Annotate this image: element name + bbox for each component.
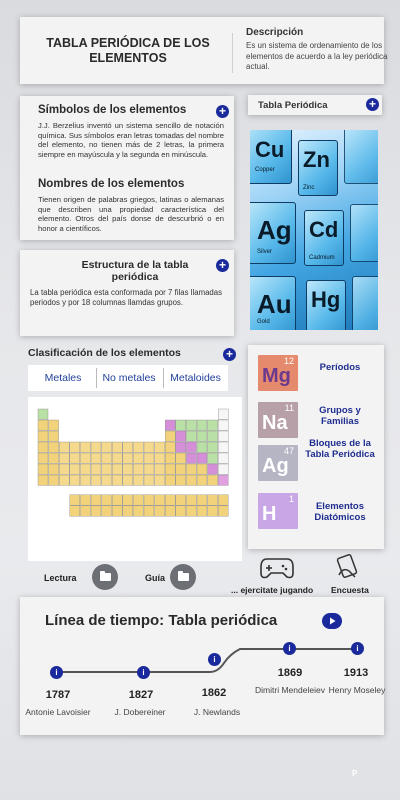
- mini-table-cell: [102, 442, 112, 452]
- structure-text: La tabla periódica esta conformada por 7 filas llamadas periodos y por 18 columnas llamdas grupos.: [30, 288, 222, 307]
- mini-table-cell: [208, 464, 218, 474]
- mini-table-cell: [155, 475, 165, 485]
- mini-table-cell: [59, 475, 69, 485]
- periodos-icon[interactable]: Mg 12: [258, 355, 298, 391]
- timeline-dot-1862[interactable]: i: [208, 653, 221, 666]
- mini-table-cell: [133, 506, 143, 516]
- mini-table-cell: [176, 431, 186, 441]
- timeline-year: 1869: [277, 667, 303, 679]
- mini-table-cell: [59, 442, 69, 452]
- tile-right-bottom: [352, 276, 378, 330]
- mini-table-cell: [112, 475, 122, 485]
- mini-table-cell: [38, 475, 48, 485]
- mini-table-cell: [165, 431, 175, 441]
- timeline-year: 1913: [343, 667, 369, 679]
- timeline-name: Dimitri Mendeleiev: [255, 685, 325, 695]
- mini-table-cell: [70, 506, 80, 516]
- mini-table-cell: [80, 442, 90, 452]
- mini-table-cell: [38, 464, 48, 474]
- page-title: TABLA PERIÓDICA DE LOS ELEMENTOS: [46, 36, 210, 65]
- mini-table-cell: [80, 464, 90, 474]
- mini-table-cell: [208, 475, 218, 485]
- mini-table-cell: [144, 495, 154, 505]
- mini-table-cell: [208, 495, 218, 505]
- mini-table-cell: [176, 453, 186, 463]
- mini-table-cell: [144, 464, 154, 474]
- mini-table-cell: [102, 453, 112, 463]
- mini-table-cell: [133, 464, 143, 474]
- tile-right-top: [344, 130, 378, 184]
- mini-table-cell: [208, 420, 218, 430]
- mini-table-cell: [197, 420, 207, 430]
- mini-table-cell: [155, 453, 165, 463]
- mini-table-cell: [176, 495, 186, 505]
- mini-table-cell: [112, 464, 122, 474]
- survey-hand-icon[interactable]: [335, 553, 361, 581]
- mini-table-cell: [123, 495, 133, 505]
- mini-table-cell: [59, 464, 69, 474]
- mini-table-cell: [165, 442, 175, 452]
- mini-table-cell: [91, 442, 101, 452]
- mini-table-cell: [80, 495, 90, 505]
- concepts-card: [248, 345, 384, 549]
- mini-table-cell: [218, 453, 228, 463]
- mini-table-cell: [208, 453, 218, 463]
- classification-tabs: [28, 365, 228, 391]
- mini-table-cell: [133, 475, 143, 485]
- symbols-card: [20, 96, 234, 240]
- mini-table-cell: [123, 506, 133, 516]
- mini-table-cell: [197, 506, 207, 516]
- mini-table-cell: [144, 442, 154, 452]
- gamepad-icon[interactable]: [259, 553, 295, 581]
- symbols-title: Símbolos de los elementos: [38, 104, 187, 116]
- mini-table-cell: [38, 442, 48, 452]
- timeline-name: J. Dobereiner: [114, 707, 166, 717]
- mini-table-cell: [49, 464, 59, 474]
- mini-table-cell: [155, 442, 165, 452]
- mini-table-cell: [218, 431, 228, 441]
- mini-table-cell: [218, 506, 228, 516]
- mini-table-cell: [123, 464, 133, 474]
- mini-table-cell: [80, 453, 90, 463]
- mini-periodic-table: [28, 397, 242, 561]
- mini-table-cell: [80, 475, 90, 485]
- mini-table-cell: [186, 442, 196, 452]
- grupos-link[interactable]: Grupos y Familias: [319, 405, 361, 427]
- mini-table-cell: [155, 506, 165, 516]
- mini-table-cell: [59, 453, 69, 463]
- tab-metaloides[interactable]: Metaloides: [170, 372, 221, 384]
- timeline-dot-1827[interactable]: i: [137, 666, 150, 679]
- mini-table-cell: [38, 409, 48, 419]
- mini-table-cell: [102, 475, 112, 485]
- footer-mark: P: [352, 769, 358, 778]
- lectura-label: Lectura: [44, 573, 77, 583]
- mini-table-cell: [70, 475, 80, 485]
- timeline-year: 1787: [45, 689, 71, 701]
- guia-label: Guía: [145, 573, 166, 583]
- tile-cu: Cu Copper: [250, 130, 292, 184]
- mini-table-cell: [102, 495, 112, 505]
- mini-table-cell: [112, 506, 122, 516]
- structure-expand-button[interactable]: +: [216, 259, 229, 272]
- mini-table-cell: [102, 464, 112, 474]
- mini-table-cell: [155, 495, 165, 505]
- folder-icon: [100, 573, 111, 581]
- timeline-year: 1862: [201, 687, 227, 699]
- timeline-name: J. Newlands: [193, 707, 241, 717]
- description-text: Es un sistema de ordenamiento de los elementos de acuerdo a la ley periódica actual.: [246, 41, 388, 71]
- mini-table-cell: [165, 475, 175, 485]
- mini-table-cell: [176, 506, 186, 516]
- tab-no-metales[interactable]: No metales: [102, 372, 156, 384]
- diatomicos-icon[interactable]: H 1: [258, 493, 298, 529]
- classification-table-image: [28, 397, 242, 561]
- timeline-dot-1913[interactable]: i: [351, 642, 364, 655]
- header-divider: [232, 33, 233, 73]
- mini-table-cell: [186, 506, 196, 516]
- timeline-year: 1827: [128, 689, 154, 701]
- bloques-link[interactable]: Bloques de la Tabla Periódica: [305, 438, 375, 460]
- timeline-dot-1869[interactable]: i: [283, 642, 296, 655]
- symbols-expand-button[interactable]: +: [216, 105, 229, 118]
- mini-table-cell: [208, 442, 218, 452]
- mini-table-cell: [197, 495, 207, 505]
- mini-table-cell: [38, 420, 48, 430]
- mini-table-cell: [91, 506, 101, 516]
- mini-table-cell: [49, 453, 59, 463]
- mini-table-cell: [38, 431, 48, 441]
- mini-table-cell: [112, 453, 122, 463]
- timeline-title: Línea de tiempo: Tabla periódica: [45, 612, 278, 629]
- mini-table-cell: [144, 506, 154, 516]
- structure-card: [20, 250, 234, 336]
- mini-table-cell: [91, 453, 101, 463]
- tabla-periodica-expand-button[interactable]: +: [366, 98, 379, 111]
- mini-table-cell: [218, 495, 228, 505]
- mini-table-cell: [197, 431, 207, 441]
- mini-table-cell: [186, 475, 196, 485]
- lectura-button[interactable]: [92, 564, 118, 590]
- structure-title: Estructura de la tabla periódica: [81, 259, 189, 283]
- guia-button[interactable]: [170, 564, 196, 590]
- bloques-icon[interactable]: Ag 47: [258, 445, 298, 481]
- mini-table-cell: [49, 442, 59, 452]
- mini-table-cell: [123, 453, 133, 463]
- mini-table-cell: [49, 420, 59, 430]
- tabla-periodica-label-card: [248, 95, 382, 115]
- mini-table-cell: [155, 464, 165, 474]
- tile-right-mid: [350, 204, 378, 262]
- mini-table-cell: [38, 453, 48, 463]
- header-card: [20, 17, 388, 84]
- mini-table-cell: [186, 495, 196, 505]
- mini-table-cell: [186, 420, 196, 430]
- symbols-text: J.J. Berzelius inventó un sistema sencillo de notación química. Sus símbolos eran letras tomadas del nombre del elemento, no tienen más de 2 letras, la primera siempre en mayúscula y la segunda en minúscula.: [38, 121, 224, 159]
- mini-table-cell: [123, 442, 133, 452]
- mini-table-cell: [176, 464, 186, 474]
- mini-table-cell: [208, 506, 218, 516]
- mini-table-cell: [91, 464, 101, 474]
- ejercitate-link[interactable]: ... ejercitate jugando: [231, 585, 314, 595]
- folder-icon: [178, 573, 189, 581]
- mini-table-cell: [123, 475, 133, 485]
- mini-table-cell: [208, 431, 218, 441]
- mini-table-cell: [176, 442, 186, 452]
- mini-table-cell: [80, 506, 90, 516]
- periodic-table-photo: [250, 130, 378, 330]
- timeline-dot-1787[interactable]: i: [50, 666, 63, 679]
- mini-table-cell: [197, 442, 207, 452]
- mini-table-cell: [165, 420, 175, 430]
- mini-table-cell: [49, 475, 59, 485]
- periodos-link[interactable]: Períodos: [319, 362, 361, 373]
- mini-table-cell: [144, 453, 154, 463]
- mini-table-cell: [70, 442, 80, 452]
- mini-table-cell: [218, 409, 228, 419]
- timeline-card: [20, 597, 384, 735]
- mini-table-cell: [133, 495, 143, 505]
- mini-table-cell: [197, 453, 207, 463]
- mini-table-cell: [165, 453, 175, 463]
- mini-table-cell: [133, 453, 143, 463]
- tile-hg: Hg: [306, 280, 346, 330]
- timeline-name: Antonie Lavoisier: [25, 707, 91, 717]
- classification-title: Clasificación de los elementos: [28, 347, 181, 359]
- mini-table-cell: [165, 506, 175, 516]
- mini-table-cell: [176, 475, 186, 485]
- names-title: Nombres de los elementos: [38, 178, 185, 190]
- mini-table-cell: [144, 475, 154, 485]
- mini-table-cell: [70, 495, 80, 505]
- mini-table-cell: [165, 495, 175, 505]
- mini-table-cell: [70, 453, 80, 463]
- tile-au: Au Gold: [250, 276, 296, 330]
- mini-table-cell: [197, 475, 207, 485]
- mini-table-cell: [91, 495, 101, 505]
- mini-table-cell: [218, 464, 228, 474]
- tile-zn: Zn Zinc: [298, 140, 338, 196]
- mini-table-cell: [197, 464, 207, 474]
- mini-table-cell: [218, 475, 228, 485]
- mini-table-cell: [91, 475, 101, 485]
- tile-cd: Cd Cadmium: [304, 210, 344, 266]
- description-title: Descripción: [246, 27, 304, 38]
- mini-table-cell: [186, 453, 196, 463]
- mini-table-cell: [186, 464, 196, 474]
- mini-table-cell: [176, 420, 186, 430]
- classification-expand-button[interactable]: +: [223, 348, 236, 361]
- mini-table-cell: [112, 442, 122, 452]
- mini-table-cell: [112, 495, 122, 505]
- encuesta-link[interactable]: Encuesta: [331, 585, 369, 595]
- names-text: Tienen origen de palabras griegos, latinas o alemanas que describen una propiedad característica del elemento. Otros del país donse de descurbrió o en honor a científicos.: [38, 195, 224, 233]
- diatomicos-link[interactable]: Elementos Diatómicos: [314, 501, 366, 523]
- tile-ag: Ag Silver: [250, 202, 296, 264]
- tabla-periodica-label: Tabla Periódica: [258, 100, 328, 111]
- mini-table-cell: [133, 442, 143, 452]
- mini-table-cell: [49, 431, 59, 441]
- mini-table-cell: [165, 464, 175, 474]
- mini-table-cell: [186, 431, 196, 441]
- timeline-name: Henry Moseley: [328, 685, 386, 695]
- mini-table-cell: [218, 420, 228, 430]
- tab-metales[interactable]: Metales: [44, 372, 82, 384]
- grupos-icon[interactable]: Na 11: [258, 402, 298, 438]
- mini-table-cell: [70, 464, 80, 474]
- mini-table-cell: [218, 442, 228, 452]
- mini-table-cell: [102, 506, 112, 516]
